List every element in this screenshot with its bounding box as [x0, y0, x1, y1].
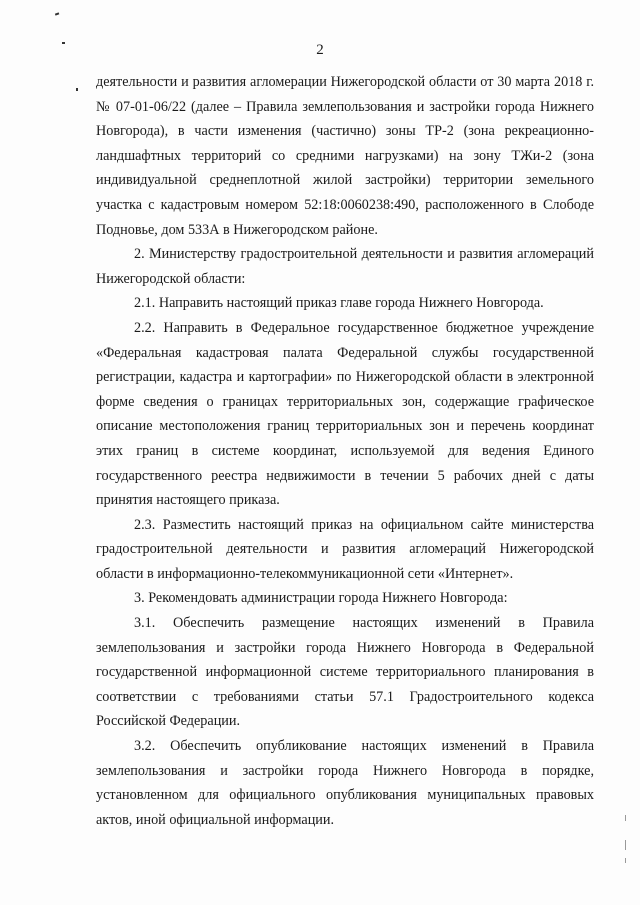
paragraph-item-2-3: 2.3. Разместить настоящий приказ на официальном сайте министерства градостроительной деятельности и развития агломераций Нижегородской области в информационно-телекоммуникационной сети «Интернет».	[96, 516, 594, 582]
page-number: 2	[316, 42, 324, 58]
scan-artifact	[55, 12, 59, 15]
document-body	[96, 70, 594, 832]
paragraph-item-2-1: 2.1. Направить настоящий приказ главе города Нижнего Новгорода.	[134, 295, 544, 312]
scan-artifact	[625, 840, 626, 850]
paragraph-continuation: деятельности и развития агломерации Нижегородской области от 30 марта 2018 г. № 07-01-06/22 (далее – Правила землепользования и застройки города Нижнего Новгорода), в части изменения (частично) зоны ТР-2 (зона рекреационно-ландшафтных территорий со средними нагрузками) на зону ТЖи-2 (зона индивидуальной среднеплотной жилой застройки) территории земельного участка с кадастровым номером 52:18:0060238:490, расположенного в Слободе Подновье, дом 533А в Нижегородском районе.	[96, 74, 594, 238]
scan-artifact	[625, 858, 626, 863]
scan-artifact	[76, 88, 78, 91]
paragraph-item-2: 2. Министерству градостроительной деятельности и развития агломераций Нижегородской области:	[96, 246, 594, 287]
paragraph-item-3-2: 3.2. Обеспечить опубликование настоящих изменений в Правила землепользования и застройки города Нижнего Новгорода в порядке, установленном для официального опубликования муниципальных правовых актов, иной официальной информации.	[96, 738, 594, 828]
scan-artifact	[625, 815, 626, 821]
paragraph-item-3: 3. Рекомендовать администрации города Нижнего Новгорода:	[134, 590, 508, 607]
paragraph-item-2-2: 2.2. Направить в Федеральное государственное бюджетное учреждение «Федеральная кадастровая палата Федеральной службы государственной регистрации, кадастра и картографии» по Нижегородской области в электронной форме сведения о границах территориальных зон, содержащие графическое описание местоположения границ территориальных зон и перечень координат этих границ в системе координат, используемой для ведения Единого государственного реестра недвижимости в течении 5 рабочих дней с даты принятия настоящего приказа.	[96, 319, 594, 509]
paragraph-item-3-1: 3.1. Обеспечить размещение настоящих изменений в Правила землепользования и застройки города Нижнего Новгорода в Федеральной государственной информационной системе территориального планирования в соответствии с требованиями статьи 57.1 Градостроительного кодекса Российской Федерации.	[96, 615, 594, 730]
